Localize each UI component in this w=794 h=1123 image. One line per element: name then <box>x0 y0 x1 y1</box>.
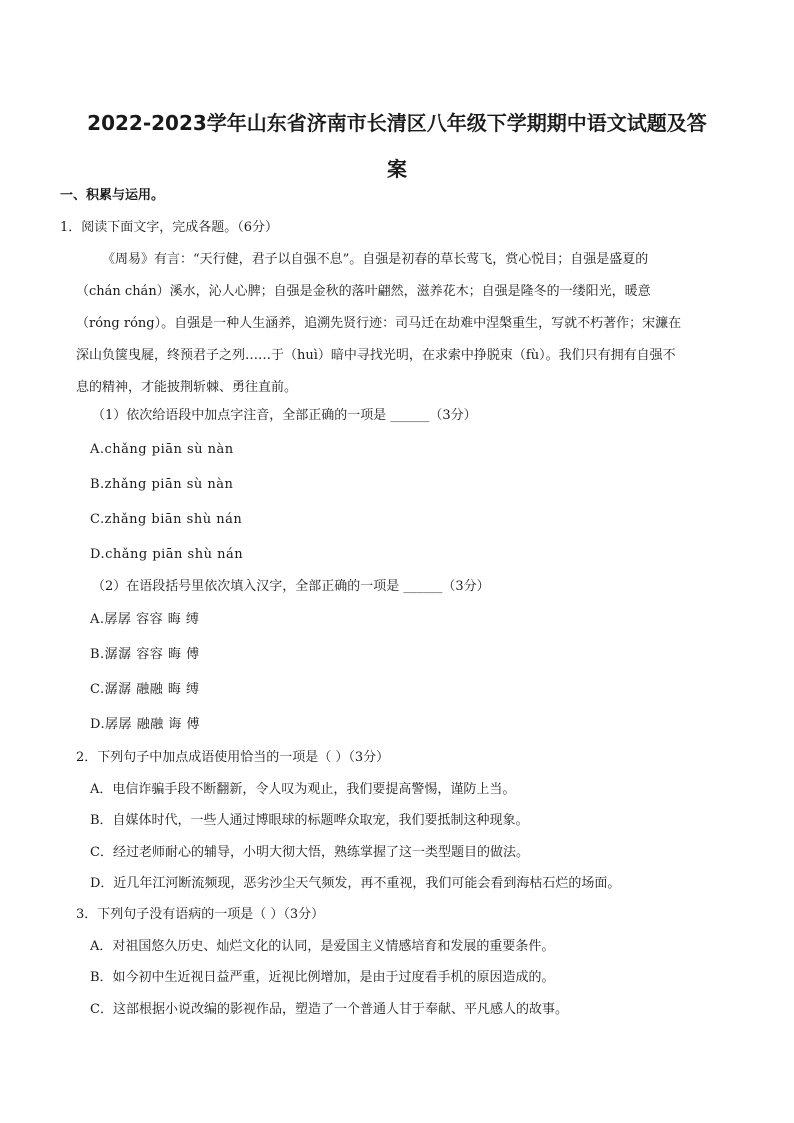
sub1-option-d: D.chǎng piān shù nán <box>90 547 244 562</box>
sub1-option-a: A.chǎng piān sù nàn <box>90 442 234 457</box>
sub2-option-d: D.孱孱 融融 诲 傅 <box>90 717 200 732</box>
section-heading: 一、积累与运用。 <box>60 188 165 203</box>
passage-line: （chán chán）溪水，沁人心脾；自强是金秋的落叶翩然，滋养花木；自强是隆冬的一缕阳光，暖意 <box>76 284 651 299</box>
passage-line: 息的精神，才能披荆斩棘、勇往直前。 <box>76 380 298 395</box>
question-1-passage <box>76 244 726 404</box>
sub2-option-b: B.潺潺 容容 晦 傅 <box>90 647 200 662</box>
q3-option-c: C．这部根据小说改编的影视作品，塑造了一个普通人甘于奉献、平凡感人的故事。 <box>90 1002 568 1017</box>
title-line-1: 2022-2023学年山东省济南市长清区八年级下学期期中语文试题及答 <box>87 111 707 135</box>
q2-option-c: C．经过老师耐心的辅导，小明大彻大悟，熟练掌握了这一类型题目的做法。 <box>90 845 529 860</box>
sub-question-2-stem: （2）在语段括号里依次填入汉字，全部正确的一项是 ______（3分） <box>92 579 490 594</box>
sub-question-1-stem: （1）依次给语段中加点字注音，全部正确的一项是 ______（3分） <box>92 408 477 423</box>
document-title <box>60 100 734 192</box>
sub1-option-b: B.zhǎng piān sù nàn <box>90 477 234 492</box>
passage-line: （róng róng）。自强是一种人生涵养，追溯先贤行迹：司马迁在劫难中涅槃重生，写就不朽著作；宋濂在 <box>76 316 682 331</box>
title-line-2: 案 <box>387 157 407 181</box>
question-1-stem: 1．阅读下面文字，完成各题。（6分） <box>60 220 279 235</box>
q3-option-a: A．对祖国悠久历史、灿烂文化的认同，是爱国主义情感培育和发展的重要条件。 <box>90 939 555 954</box>
q2-option-a: A．电信诈骗手段不断翻新，令人叹为观止，我们要提高警惕，谨防上当。 <box>90 782 516 797</box>
q3-option-b: B．如今初中生近视日益严重，近视比例增加，是由于过度看手机的原因造成的。 <box>90 970 555 985</box>
q2-option-d: D．近几年江河断流频现，恶劣沙尘天气频发，再不重视，我们可能会看到海枯石烂的场面。 <box>90 876 621 891</box>
q2-option-b: B．自媒体时代，一些人通过博眼球的标题哗众取宠，我们要抵制这种现象。 <box>90 813 529 828</box>
sub2-option-c: C.潺潺 融融 晦 缚 <box>90 682 200 697</box>
sub2-option-a: A.孱孱 容容 晦 缚 <box>90 612 200 627</box>
passage-line: 深山负箧曳屣，终预君子之列……于（huì）暗中寻找光明，在求索中挣脱束（fù）。我们只有拥有自强不 <box>76 348 676 363</box>
passage-line: 《周易》有言：“天行健，君子以自强不息”。自强是初春的草长莺飞，赏心悦目；自强是盛夏的 <box>102 252 649 267</box>
question-3-stem: 3．下列句子没有语病的一项是（ ）（3分） <box>76 907 325 922</box>
question-2-stem: 2．下列句子中加点成语使用恰当的一项是（ ）（3分） <box>76 750 390 765</box>
sub1-option-c: C.zhǎng biān shù nán <box>90 512 243 527</box>
